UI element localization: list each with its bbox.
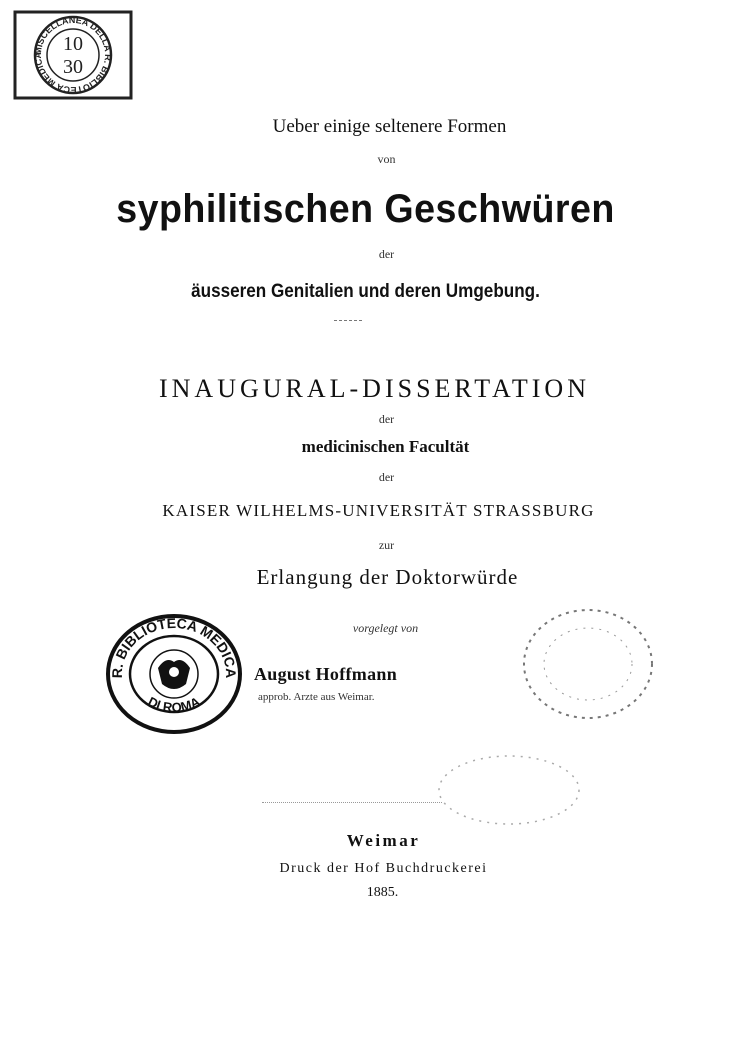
main-title: syphilitischen Geschwüren bbox=[116, 187, 615, 231]
author-name: August Hoffmann bbox=[254, 664, 398, 684]
connector-zur: zur bbox=[378, 538, 395, 552]
degree-purpose: Erlangung der Doktorwürde bbox=[256, 565, 519, 589]
printer: Druck der Hof Buchdruckerei bbox=[279, 861, 488, 876]
divider bbox=[334, 320, 362, 322]
stamp-top-text: R. BIBLIOTECA MEDICA bbox=[108, 614, 240, 679]
author-block bbox=[254, 664, 454, 703]
subtitle: äusseren Genitalien und deren Umgebung. bbox=[191, 281, 540, 302]
publication-year: 1885. bbox=[366, 885, 399, 900]
title-connector-der: der bbox=[378, 247, 395, 261]
dissertation-heading: INAUGURAL-DISSERTATION bbox=[158, 374, 590, 403]
stamp-number-top: 10 bbox=[63, 33, 83, 55]
stamp-number-bottom: 30 bbox=[63, 56, 83, 78]
connector-der-2: der bbox=[378, 470, 395, 484]
publication-city: Weimar bbox=[346, 831, 421, 850]
svg-text:DI ROMA bbox=[146, 694, 203, 716]
title-line-1: Ueber einige seltenere Formen bbox=[272, 116, 507, 137]
rule-lower bbox=[262, 802, 442, 804]
library-stamp-round bbox=[104, 612, 244, 742]
faculty-name: medicinischen Facultät bbox=[301, 437, 470, 456]
stamp-ring-text: MISCELLANEA DELLA R. BIBLIOTECA MEDICA bbox=[32, 14, 114, 96]
faint-stamp-lower bbox=[434, 750, 584, 835]
stamp-bottom-text: DI ROMA bbox=[145, 693, 203, 716]
university-name: KAISER WILHELMS-UNIVERSITÄT STRASSBURG bbox=[162, 501, 595, 520]
connector-der-1: der bbox=[378, 412, 395, 426]
title-connector-von: von bbox=[377, 152, 396, 166]
library-stamp-top-left bbox=[13, 10, 133, 105]
author-credentials: approb. Arzte aus Weimar. bbox=[258, 691, 375, 703]
coat-of-arms-icon bbox=[150, 650, 198, 698]
presented-by: vorgelegt von bbox=[352, 621, 419, 635]
faint-stamp-right bbox=[518, 604, 658, 729]
